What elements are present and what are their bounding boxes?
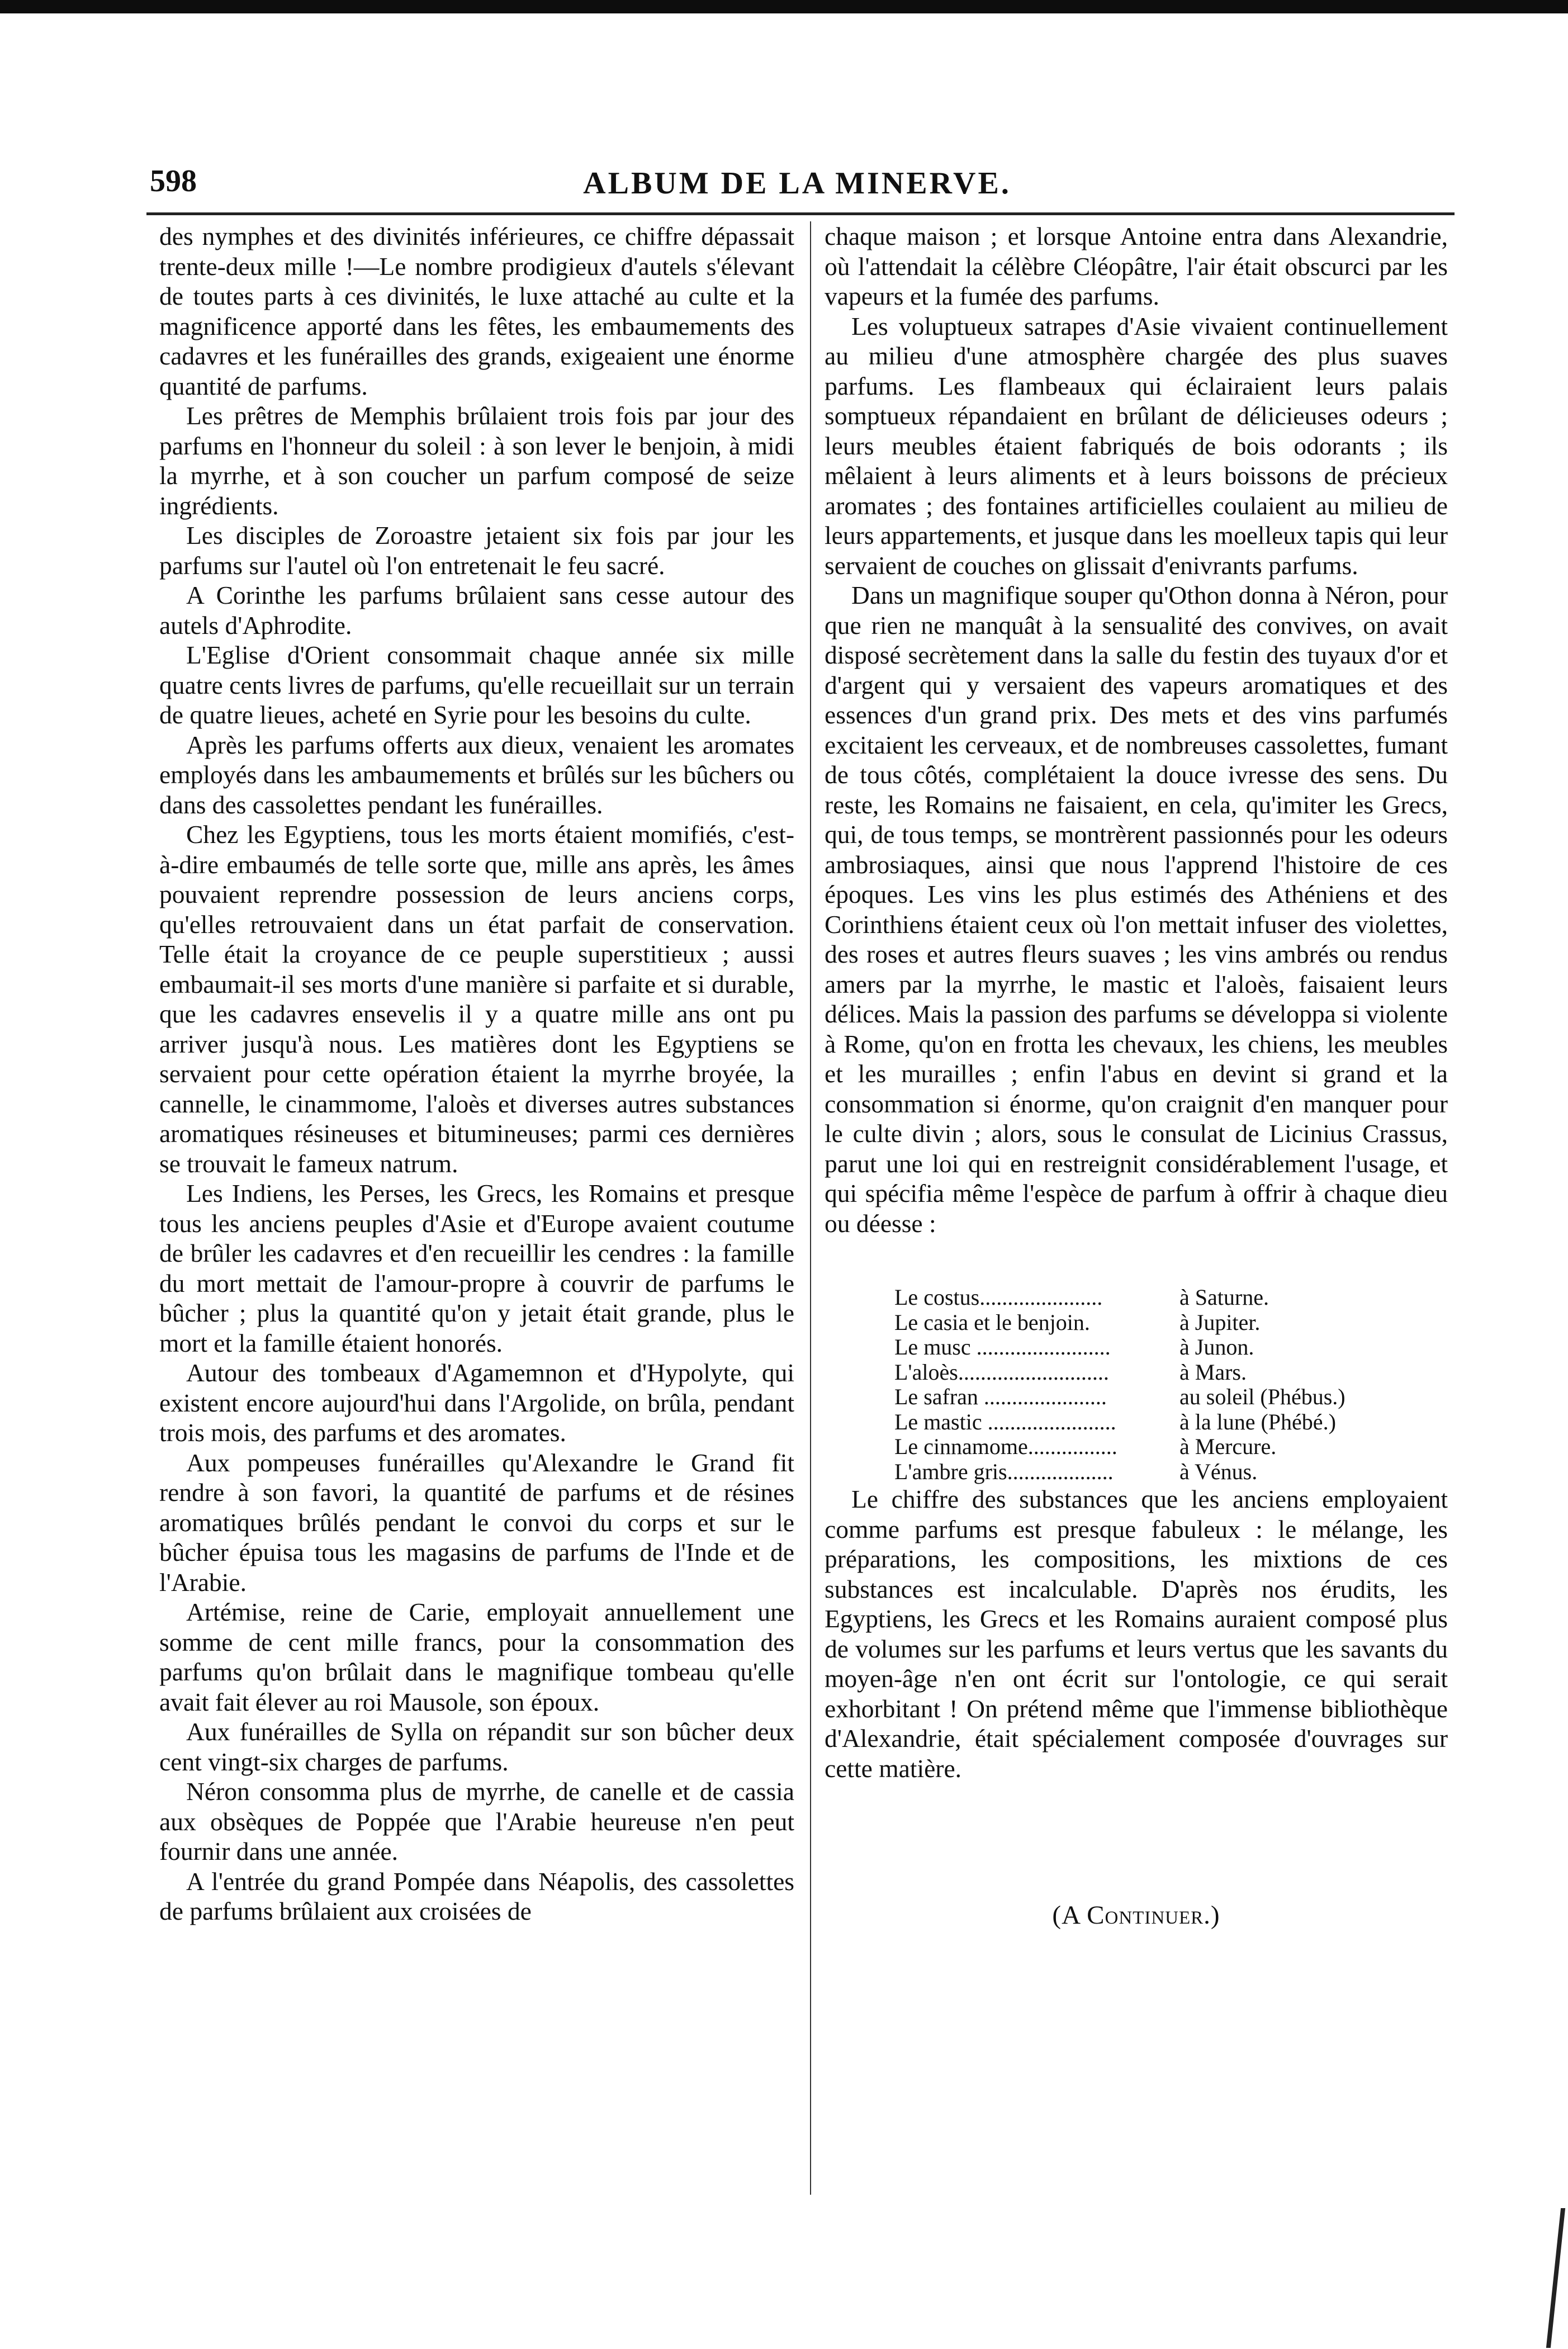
right-paragraph: Le chiffre des substances que les anciens employaient comme parfums est presque fabuleux : le mélange, les préparations, les compositions, les mixtions de ces substances est incalculable. D'après nos érudits, les Egyptiens, les Grecs et les Romains auraient composé plus de volumes sur les parfums et leurs vertus que les savants du moyen-âge n'en ont écrit sur l'ontologie, ce qui serait exhorbitant ! On prétend même que l'immense bibliothèque d'Alexandrie, était spécialement composée d'ouvrages sur cette matière.: [825, 1485, 1448, 1783]
left-paragraph: des nymphes et des divinités inférieures, ce chiffre dépassait trente-deux mille !—Le nombre prodigieux d'autels s'élevant de toutes parts à ces divinités, le luxe attaché au culte et la magnificence apporté dans les fêtes, les embaumements des cadavres et les funérailles des grands, exigeaient une énorme quantité de parfums.: [159, 222, 794, 400]
left-paragraph: Les Indiens, les Perses, les Grecs, les Romains et presque tous les anciens peuples d'Asie et d'Europe avaient coutume de brûler les cadavres et d'en recueillir les cendres : la famille du mort mettait de l'amour-propre à couvrir de parfums le bûcher ; plus la quantité qu'on y jetait était grande, plus le mort et la famille étaient honorés.: [159, 1179, 794, 1357]
left-paragraph: Autour des tombeaux d'Agamemnon et d'Hypolyte, qui existent encore aujourd'hui dans l'Argolide, on brûla, pendant trois mois, des parfums et des aromates.: [159, 1358, 794, 1447]
perfume-name: L'aloès...........................: [894, 1360, 1109, 1385]
left-paragraph: Chez les Egyptiens, tous les morts étaient momifiés, c'est-à-dire embaumés de telle sorte que, mille ans après, les âmes pouvaient reprendre possession de leurs anciens corps, qu'elles retrouvaient dans un état parfait de conservation. Telle était la croyance de ce peuple superstitieux ; aussi embaumait-il ses morts d'une manière si parfaite et si durable, que les cadavres ensevelis il y a quatre mille ans ont pu arriver jusqu'à nous. Les matières dont les Egyptiens se servaient pour cette opération étaient la myrrhe broyée, la cannelle, le cinammome, l'aloès et diverses autres substances aromatiques résineuses et bitumineuses; parmi ces dernières se trouvait le fameux natrum.: [159, 820, 794, 1178]
running-title: ALBUM DE LA MINERVE.: [583, 166, 1011, 201]
left-paragraph: Artémise, reine de Carie, employait annuellement une somme de cent mille francs, pour la consommation des parfums qu'on brûlait dans le magnifique tombeau qu'elle avait fait élever au roi Mausole, son époux.: [159, 1598, 794, 1716]
perfume-row: [894, 1310, 1448, 1335]
page-number: 598: [150, 164, 197, 198]
perfume-deity: à Mars.: [1179, 1359, 1247, 1385]
top-border-bar: [0, 0, 1568, 13]
perfume-name: L'ambre gris...................: [894, 1459, 1114, 1484]
perfume-deity: au soleil (Phébus.): [1179, 1384, 1346, 1409]
perfume-name: Le casia et le benjoin.: [894, 1310, 1090, 1335]
left-paragraph: A Corinthe les parfums brûlaient sans cesse autour des autels d'Aphrodite.: [159, 581, 794, 640]
perfume-deity: à la lune (Phébé.): [1179, 1409, 1336, 1434]
perfume-deity: à Mercure.: [1179, 1434, 1277, 1459]
left-paragraph: Les disciples de Zoroastre jetaient six fois par jour les parfums sur l'autel où l'on entretenait le feu sacré.: [159, 521, 794, 580]
left-paragraph: A l'entrée du grand Pompée dans Néapolis, des cassolettes de parfums brûlaient aux croisées de: [159, 1867, 794, 1925]
perfume-row: [894, 1434, 1448, 1460]
perfume-row: [894, 1385, 1448, 1410]
left-paragraph: Aux pompeuses funérailles qu'Alexandre le Grand fit rendre à son favori, la quantité de parfums et de résines aromatiques brûlés pendant le convoi du corps et sur le bûcher épuisa tous les magasins de parfums de l'Inde et de l'Arabie.: [159, 1448, 794, 1597]
left-paragraph: Après les parfums offerts aux dieux, venaient les aromates employés dans les ambaumements et brûlés sur les bûchers ou dans des cassolettes pendant les funérailles.: [159, 730, 794, 819]
perfume-name: Le costus......................: [894, 1285, 1103, 1310]
header-rule: [146, 212, 1455, 215]
perfume-deity: à Jupiter.: [1179, 1309, 1261, 1335]
perfume-row: [894, 1410, 1448, 1435]
left-paragraph: Les prêtres de Memphis brûlaient trois fois par jour des parfums en l'honneur du soleil : à son lever le benjoin, à midi la myrrhe, et à son coucher un parfum composé de seize ingrédients.: [159, 401, 794, 520]
left-paragraph: L'Eglise d'Orient consommait chaque année six mille quatre cents livres de parfums, qu'elle recueillait sur un terrain de quatre lieues, acheté en Syrie pour les besoins du culte.: [159, 641, 794, 729]
perfume-deity: à Vénus.: [1179, 1458, 1258, 1484]
perfume-deity: à Junon.: [1179, 1334, 1254, 1360]
column-divider: [810, 221, 811, 2195]
right-paragraph: Dans un magnifique souper qu'Othon donna à Néron, pour que rien ne manquât à la sensualité des convives, on avait disposé secrètement dans la salle du festin des tuyaux d'or et d'argent qui y versaient des vapeurs aromatiques et des essences d'un grand prix. Des mets et des vins parfumés excitaient les cerveaux, et de nombreuses cassolettes, fumant de tous côtés, complétaient la douce ivresse des sens. Du reste, les Romains ne faisaient, en cela, qu'imiter les Grecs, qui, de tous temps, se montrèrent passionnés pour les odeurs ambrosiaques, ainsi que nous l'apprend l'histoire de ces époques. Les vins les plus estimés des Athéniens et des Corinthiens étaient ceux où l'on mettait infuser des violettes, des roses et autres fleurs suaves ; les vins ambrés ou rendus amers par la myrrhe, le mastic et l'aloès, faisaient leurs délices. Mais la passion des parfums se développa si violente à Rome, qu'on en frotta les chevaux, les chiens, les meubles et les murailles ; enfin l'abus en devint si grand et la consommation si énorme, qu'on craignit d'en manquer pour le culte divin ; alors, sous le consulat de Licinius Crassus, parut une loi qui en restreignit considérablement l'usage, et qui spécifia même l'espèce de parfum à offrir à chaque dieu ou déesse :: [825, 581, 1448, 1238]
perfume-table: [894, 1285, 1448, 1484]
perfume-name: Le safran ......................: [894, 1385, 1107, 1409]
page-header: [146, 163, 1448, 202]
left-column: [159, 221, 794, 1926]
right-paragraph: Les voluptueux satrapes d'Asie vivaient continuellement au milieu d'une atmosphère chargée des plus suaves parfums. Les flambeaux qui éclairaient leurs palais somptueux répandaient en brûlant de délicieuses odeurs ; leurs meubles étaient fabriqués de bois odorants ; ils mêlaient à leurs aliments et à leurs boissons de précieux aromates ; des fontaines artificielles coulaient au milieu de leurs appartements, et jusque dans les moelleux tapis qui leur servaient de couches on glissait d'enivrants parfums.: [825, 311, 1448, 580]
perfume-deity: à Saturne.: [1179, 1285, 1269, 1310]
right-column: [825, 221, 1448, 1931]
perfume-row: [894, 1285, 1448, 1310]
left-paragraph: Aux funérailles de Sylla on répandit sur son bûcher deux cent vingt-six charges de parfums.: [159, 1717, 794, 1776]
perfume-row: [894, 1335, 1448, 1360]
perfume-name: Le cinnamome................: [894, 1434, 1117, 1459]
perfume-name: Le musc ........................: [894, 1335, 1111, 1360]
page-edge-mark: [1546, 2208, 1565, 2348]
to-be-continued-note: (A Continuer.): [1052, 1901, 1220, 1930]
perfume-name: Le mastic .......................: [894, 1409, 1116, 1434]
perfume-row: [894, 1360, 1448, 1385]
perfume-row: [894, 1460, 1448, 1485]
left-paragraph: Néron consomma plus de myrrhe, de canelle et de cassia aux obsèques de Poppée que l'Arabie heureuse n'en peut fournir dans une année.: [159, 1777, 794, 1865]
right-paragraph: chaque maison ; et lorsque Antoine entra dans Alexandrie, où l'attendait la célèbre Cléopâtre, l'air était obscurci par les vapeurs et la fumée des parfums.: [825, 222, 1448, 310]
